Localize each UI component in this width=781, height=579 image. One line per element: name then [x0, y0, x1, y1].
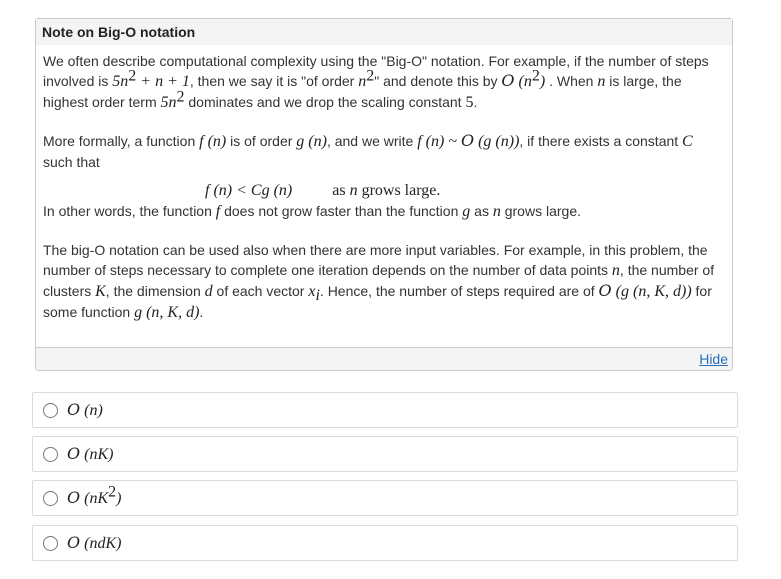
- note-paragraph-1: We often describe computational complexity using the "Big-O" notation. For example, if the number of steps involved is $5n^2 + n + 1$, then we say it is "of order $n^2$" and denote this by O $(n^2)$ . When n is large, the highest order term $5n^2$ dominates and we drop the scaling constant 5.: [43, 53, 709, 111]
- note-panel: [35, 18, 733, 371]
- radio-button[interactable]: [43, 447, 58, 462]
- option-1[interactable]: [32, 392, 738, 428]
- note-paragraph-3: In other words, the function f does not grow faster than the function g as n grows large.: [43, 203, 581, 220]
- option-label: O (ndK): [67, 533, 122, 552]
- hide-link[interactable]: Hide: [699, 351, 728, 367]
- note-paragraph-2: More formally, a function f (n) is of order g (n), and we write f (n) ~ O (g (n)), if there exists a constant C such that: [43, 131, 693, 170]
- radio-button[interactable]: [43, 491, 58, 506]
- radio-button[interactable]: [43, 403, 58, 418]
- note-body: [36, 45, 732, 348]
- note-title: Note on Big-O notation: [36, 19, 732, 46]
- note-paragraph-4: The big-O notation can be used also when there are more input variables. For example, in this problem, the number of steps necessary to complete one iteration depends on the number of data points n, the number of clusters K, the dimension d of each vector $x_i$. Hence, the number of steps required are of O (g (n, K, d)) for some function g (n, K, d).: [43, 242, 715, 321]
- option-2[interactable]: [32, 436, 738, 472]
- option-3[interactable]: [32, 480, 738, 516]
- option-label: O $(nK^2)$: [67, 483, 122, 507]
- radio-button[interactable]: [43, 536, 58, 551]
- option-4[interactable]: [32, 525, 738, 561]
- display-equation: f (n) < Cg (n) as n grows large.: [205, 182, 441, 199]
- option-label: O (nK): [67, 444, 114, 463]
- option-label: O (n): [67, 400, 103, 419]
